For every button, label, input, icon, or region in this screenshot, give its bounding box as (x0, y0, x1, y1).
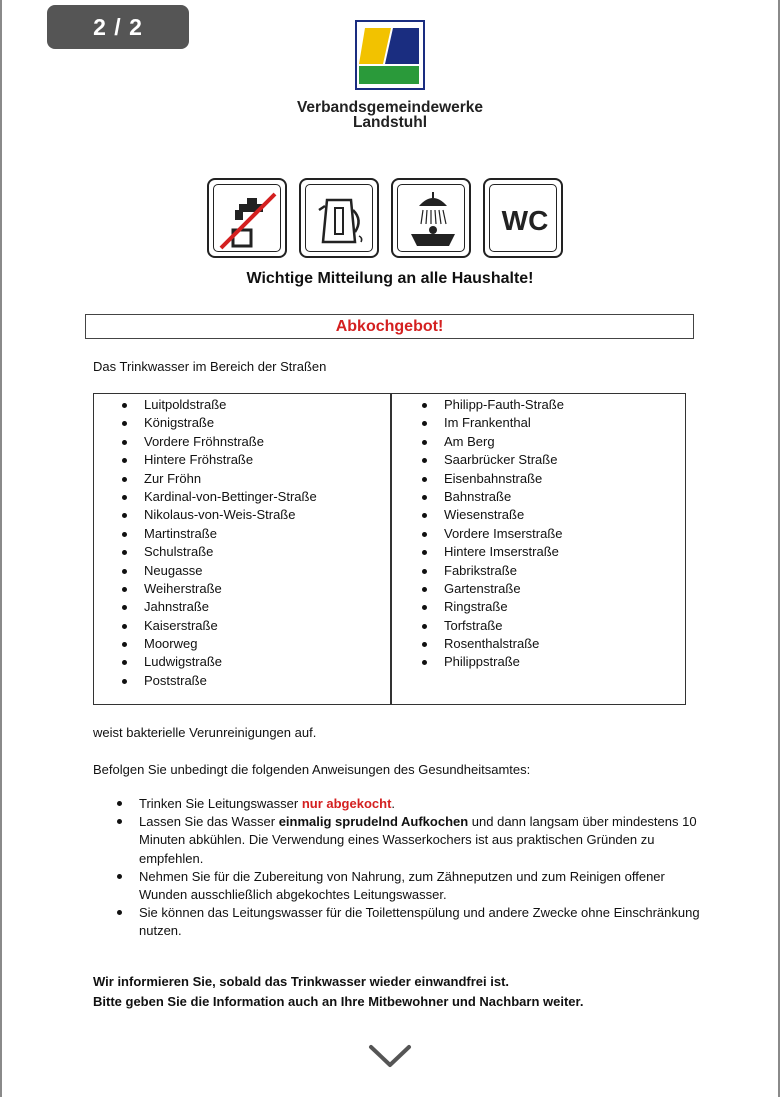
street-list-right (422, 396, 564, 672)
street-table (93, 393, 686, 705)
emphasis-bold: einmalig sprudelnd Aufkochen (278, 814, 469, 830)
organization-logo (355, 20, 425, 90)
street-item: Martinstraße (122, 525, 317, 543)
closing-line2: Bitte geben Sie die Information auch an Ihre Mitbewohner und Nachbarn weiter. (93, 994, 584, 1009)
viewer-frame-left (0, 0, 2, 1097)
street-item: Am Berg (422, 433, 564, 451)
street-item: Vordere Imserstraße (422, 525, 564, 543)
instruction-item: Nehmen Sie für die Zubereitung von Nahrung, zum Zähneputzen und zum Reinigen offener Wunden ausschließlich abgekochtes Leitungswasser. (117, 868, 707, 904)
closing-line1: Wir informieren Sie, sobald das Trinkwasser wieder einwandfrei ist. (93, 974, 510, 989)
street-item: Nikolaus-von-Weis-Straße (122, 506, 317, 524)
notice-title: Abkochgebot! (335, 317, 444, 335)
street-item: Fabrikstraße (422, 562, 564, 580)
street-item: Saarbrücker Straße (422, 451, 564, 469)
headline: Wichtige Mitteilung an alle Haushalte! (246, 270, 534, 287)
street-item: Weiherstraße (122, 580, 317, 598)
organization-name-line1: Verbandsgemeindewerke (296, 99, 484, 116)
street-item: Jahnstraße (122, 598, 317, 616)
street-item: Philippstraße (422, 653, 564, 671)
street-item: Hintere Imserstraße (422, 543, 564, 561)
street-list-left (122, 396, 317, 690)
organization-name-line2: Landstuhl (352, 114, 428, 131)
wc-label: WC (501, 205, 549, 236)
street-item: Vordere Fröhnstraße (122, 433, 317, 451)
street-item: Wiesenstraße (422, 506, 564, 524)
instruction-item: Lassen Sie das Wasser einmalig sprudelnd Aufkochen und dann langsam über mindestens 10 Minuten abkühlen. Die Verwendung eines Wasserkochers ist aus praktischen Gründen zu empfehlen. (117, 813, 707, 868)
street-item: Moorweg (122, 635, 317, 653)
street-item: Kaiserstraße (122, 617, 317, 635)
street-item: Im Frankenthal (422, 414, 564, 432)
organization-name (250, 100, 530, 130)
street-item: Torfstraße (422, 617, 564, 635)
shower-bath-icon (391, 178, 471, 258)
street-item: Luitpoldstraße (122, 396, 317, 414)
street-item: Poststraße (122, 672, 317, 690)
wc-icon (483, 178, 563, 258)
intro-text: Das Trinkwasser im Bereich der Straßen (93, 359, 327, 374)
closing-text (93, 972, 733, 1012)
instruction-list (117, 795, 707, 941)
emphasis-red: nur abgekocht (301, 796, 392, 811)
page-indicator: 2 / 2 (47, 5, 189, 49)
street-item: Zur Fröhn (122, 470, 317, 488)
street-item: Neugasse (122, 562, 317, 580)
street-item: Gartenstraße (422, 580, 564, 598)
street-item: Rosenthalstraße (422, 635, 564, 653)
street-item: Hintere Fröhstraße (122, 451, 317, 469)
chevron-down-icon[interactable] (368, 1043, 412, 1071)
street-item: Ringstraße (422, 598, 564, 616)
street-item: Bahnstraße (422, 488, 564, 506)
street-item: Ludwigstraße (122, 653, 317, 671)
contamination-text: weist bakterielle Verunreinigungen auf. (93, 725, 317, 740)
street-item: Kardinal-von-Bettinger-Straße (122, 488, 317, 506)
instruction-item: Sie können das Leitungswasser für die Toilettenspülung und andere Zwecke ohne Einschränkung nutzen. (117, 904, 707, 940)
follow-instructions-text: Befolgen Sie unbedingt die folgenden Anweisungen des Gesundheitsamtes: (93, 762, 531, 777)
no-tap-water-icon (207, 178, 287, 258)
notice-title-box (85, 314, 694, 339)
instruction-item: Trinken Sie Leitungswasser nur abgekocht. (117, 795, 707, 813)
street-item: Schulstraße (122, 543, 317, 561)
street-item: Königstraße (122, 414, 317, 432)
kettle-icon (299, 178, 379, 258)
street-item: Philipp-Fauth-Straße (422, 396, 564, 414)
street-item: Eisenbahnstraße (422, 470, 564, 488)
